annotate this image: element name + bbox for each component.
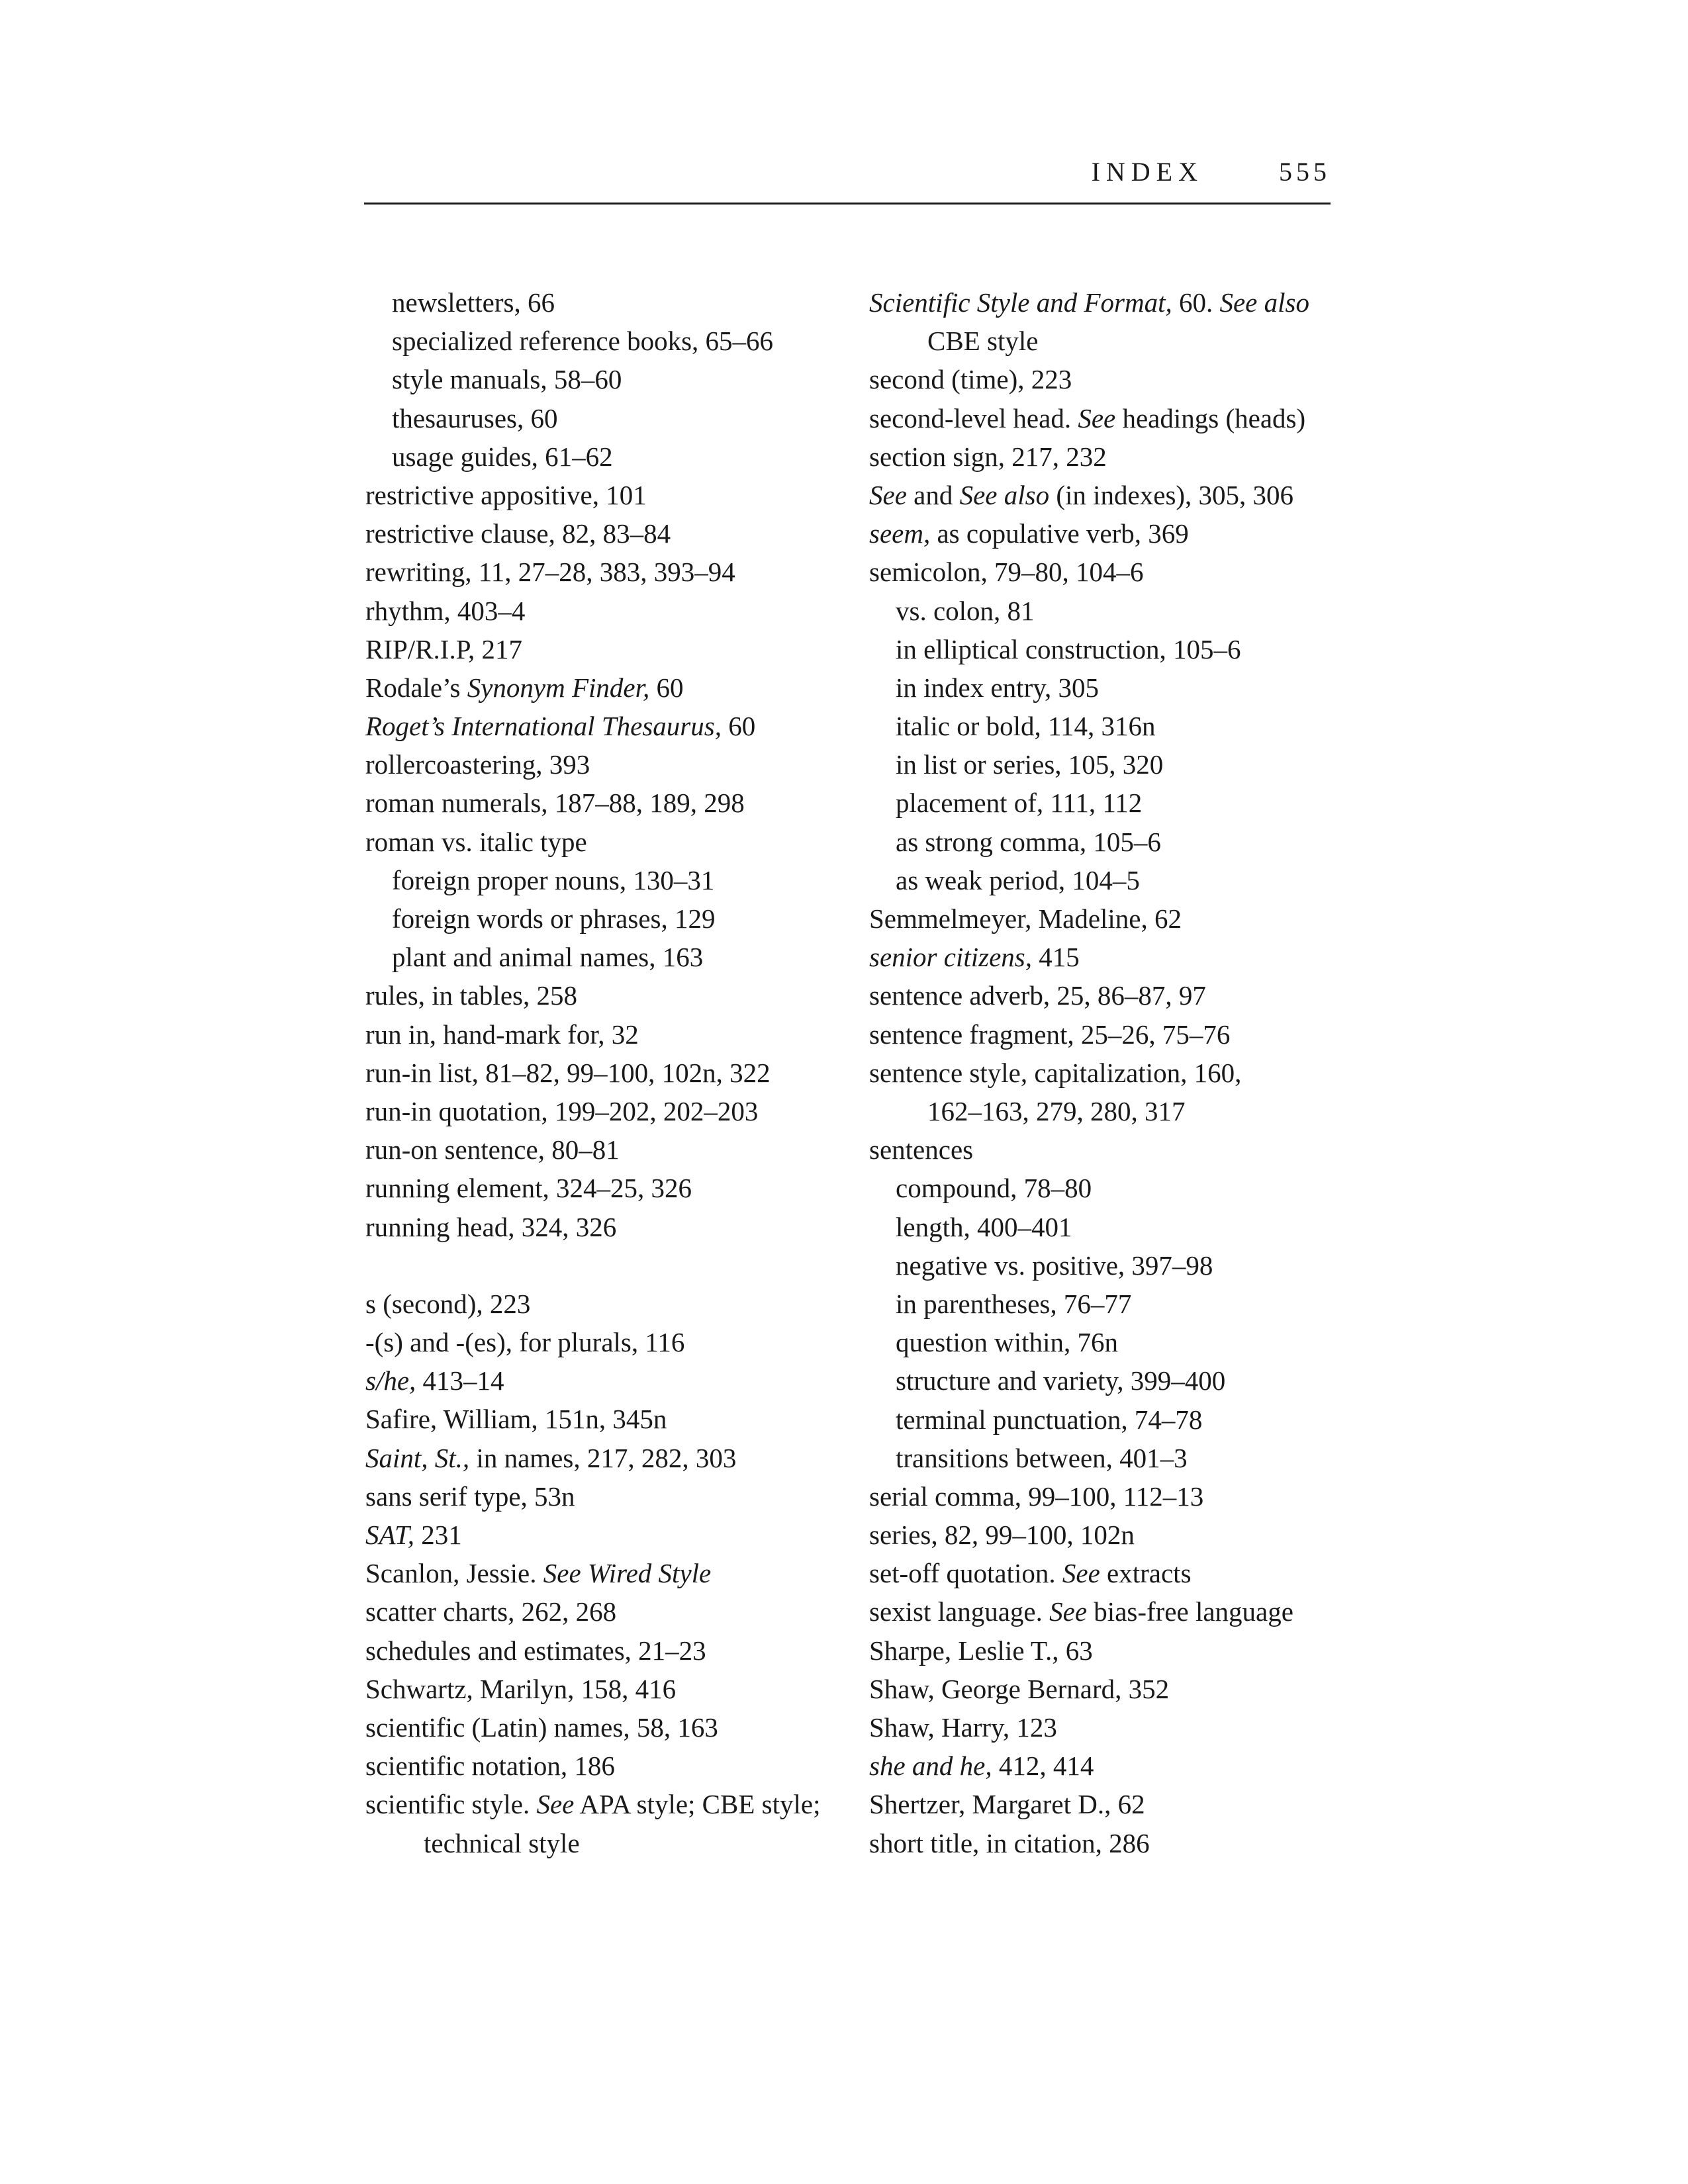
index-subentry	[869, 707, 1333, 745]
index-subentry	[869, 1361, 1333, 1400]
entry-italic-text: See also	[1219, 287, 1309, 318]
entry-italic-text: See	[1049, 1596, 1088, 1627]
index-subentry	[869, 784, 1333, 822]
index-entry	[869, 437, 1333, 476]
entry-text: sentences	[869, 1134, 974, 1165]
entry-text: Safire, William, 151n, 345n	[365, 1404, 667, 1435]
index-entry	[365, 1130, 855, 1169]
index-entry	[869, 399, 1333, 437]
entry-text: scientific notation, 186	[365, 1751, 615, 1782]
entry-italic-text: s/he,	[365, 1365, 416, 1396]
index-entry	[869, 1477, 1333, 1516]
entry-italic-text: See	[536, 1789, 575, 1820]
entry-text: Scanlon, Jessie.	[365, 1558, 543, 1589]
letter-group-separator	[365, 1246, 855, 1285]
entry-text: 412, 414	[992, 1751, 1094, 1782]
entry-text: placement of, 111, 112	[896, 788, 1143, 819]
index-subentry	[869, 592, 1333, 630]
entry-text: and	[906, 479, 960, 510]
index-subentry	[869, 1246, 1333, 1285]
index-entry	[869, 938, 1333, 976]
index-entry	[365, 1208, 855, 1246]
entry-text: scientific (Latin) names, 58, 163	[365, 1711, 718, 1743]
index-entry	[365, 1554, 855, 1592]
entry-text: s (second), 223	[365, 1288, 531, 1319]
running-head	[364, 156, 1331, 205]
index-subentry	[869, 1439, 1333, 1477]
entry-text: in elliptical construction, 105–6	[896, 633, 1241, 664]
entry-text: Rodale’s	[365, 672, 467, 703]
index-entry	[365, 1516, 855, 1554]
index-entry	[365, 976, 855, 1015]
entry-text: foreign proper nouns, 130–31	[392, 864, 715, 895]
entry-text: 162–163, 279, 280, 317	[927, 1095, 1186, 1126]
index-entry	[869, 476, 1333, 514]
entry-text: length, 400–401	[896, 1211, 1072, 1242]
entry-text: negative vs. positive, 397–98	[896, 1250, 1213, 1281]
entry-text: short title, in citation, 286	[869, 1827, 1150, 1858]
entry-text: 413–14	[416, 1365, 504, 1396]
index-entry	[365, 1785, 855, 1862]
entry-text: in index entry, 305	[896, 672, 1100, 703]
entry-text: sans serif type, 53n	[365, 1480, 575, 1512]
entry-text: second-level head.	[869, 402, 1078, 433]
index-entry	[365, 1670, 855, 1708]
entry-text: italic or bold, 114, 316n	[896, 711, 1156, 742]
index-entry	[365, 1323, 855, 1361]
entry-text: rewriting, 11, 27–28, 383, 393–94	[365, 557, 735, 588]
entry-text: rules, in tables, 258	[365, 980, 577, 1011]
index-entry	[869, 1554, 1333, 1592]
index-entry	[869, 1708, 1333, 1747]
entry-text: as weak period, 104–5	[896, 864, 1140, 895]
entry-text: sentence adverb, 25, 86–87, 97	[869, 980, 1206, 1011]
entry-text: sentence style, capitalization, 160,	[869, 1057, 1242, 1088]
index-entry	[869, 1747, 1333, 1785]
running-head-label: INDEX	[1091, 157, 1203, 187]
entry-text: Schwartz, Marilyn, 158, 416	[365, 1673, 677, 1704]
index-subentry	[869, 630, 1333, 668]
entry-text: rollercoastering, 393	[365, 749, 590, 780]
entry-text: transitions between, 401–3	[896, 1442, 1188, 1473]
entry-italic-text: See	[1062, 1558, 1100, 1589]
entry-text: structure and variety, 399–400	[896, 1365, 1226, 1396]
entry-text: 415	[1031, 942, 1080, 973]
index-entry	[365, 1054, 855, 1092]
entry-text: restrictive appositive, 101	[365, 479, 647, 510]
entry-text: -(s) and -(es), for plurals, 116	[365, 1327, 685, 1358]
entry-text: extracts	[1100, 1558, 1192, 1589]
entry-text: 231	[414, 1520, 462, 1550]
entry-text: Shaw, Harry, 123	[869, 1712, 1057, 1743]
entry-text: scientific style.	[365, 1789, 537, 1820]
index-column-left	[365, 283, 855, 1862]
index-entry	[869, 1054, 1333, 1130]
entry-text: rhythm, 403–4	[365, 595, 526, 626]
index-entry	[365, 514, 855, 553]
entry-text: Semmelmeyer, Madeline, 62	[869, 903, 1182, 934]
entry-text: roman numerals, 187–88, 189, 298	[365, 788, 745, 819]
index-subentry	[869, 1323, 1333, 1361]
entry-text: semicolon, 79–80, 104–6	[869, 557, 1144, 588]
index-entry	[365, 668, 855, 707]
entry-text: Shaw, George Bernard, 352	[869, 1673, 1170, 1704]
entry-text: newsletters, 66	[392, 287, 555, 318]
index-subentry	[365, 322, 855, 360]
entry-italic-text: Scientific Style and Format,	[869, 287, 1172, 318]
entry-text: in parentheses, 76–77	[896, 1288, 1132, 1319]
index-entry	[869, 553, 1333, 591]
entry-text: running element, 324–25, 326	[365, 1173, 692, 1204]
entry-text: APA style; CBE style;	[574, 1789, 821, 1820]
index-entry	[869, 1015, 1333, 1054]
index-entry	[869, 1670, 1333, 1708]
entry-text: as copulative verb, 369	[930, 518, 1189, 549]
entry-text: roman vs. italic type	[365, 826, 587, 857]
entry-text: run-in quotation, 199–202, 202–203	[365, 1095, 759, 1126]
entry-text: compound, 78–80	[896, 1173, 1092, 1204]
entry-text: schedules and estimates, 21–23	[365, 1635, 706, 1666]
entry-text: usage guides, 61–62	[392, 441, 613, 472]
entry-text: series, 82, 99–100, 102n	[869, 1520, 1135, 1551]
entry-italic-text: seem,	[869, 518, 931, 549]
entry-italic-text: she and he,	[869, 1751, 992, 1782]
entry-text: thesauruses, 60	[392, 402, 558, 433]
entry-text: sexist language.	[869, 1596, 1050, 1627]
entry-text: serial comma, 99–100, 112–13	[869, 1480, 1204, 1512]
entry-italic-text: See	[1078, 402, 1116, 433]
entry-text: in names, 217, 282, 303	[469, 1442, 737, 1473]
entry-italic-text: Synonym Finder,	[467, 672, 650, 703]
index-subentry	[365, 938, 855, 976]
index-entry	[365, 1631, 855, 1670]
entry-text: CBE style	[927, 326, 1039, 357]
index-entry	[365, 553, 855, 591]
entry-text: technical style	[424, 1827, 580, 1858]
entry-text: scatter charts, 262, 268	[365, 1596, 617, 1627]
index-subentry	[869, 668, 1333, 707]
entry-text: set-off quotation.	[869, 1558, 1062, 1589]
index-column-right	[869, 283, 1333, 1862]
entry-text: style manuals, 58–60	[392, 364, 622, 395]
entry-text: 60.	[1172, 287, 1220, 318]
entry-text: question within, 76n	[896, 1327, 1118, 1358]
entry-text: run-on sentence, 80–81	[365, 1134, 620, 1165]
index-entry	[365, 707, 855, 745]
index-entry	[365, 784, 855, 822]
index-subentry	[365, 283, 855, 322]
entry-text: foreign words or phrases, 129	[392, 903, 716, 934]
entry-text: (in indexes), 305, 306	[1049, 479, 1294, 510]
index-entry	[365, 1285, 855, 1323]
index-entry	[365, 823, 855, 861]
entry-text: terminal punctuation, 74–78	[896, 1404, 1203, 1435]
entry-text: run-in list, 81–82, 99–100, 102n, 322	[365, 1057, 771, 1088]
index-entry	[869, 899, 1333, 938]
entry-text: restrictive clause, 82, 83–84	[365, 518, 671, 549]
index-entry	[869, 1824, 1333, 1862]
index-entry	[365, 630, 855, 668]
index-entry	[869, 976, 1333, 1015]
entry-text: bias-free language	[1087, 1596, 1293, 1627]
index-entry	[365, 592, 855, 630]
entry-text: sentence fragment, 25–26, 75–76	[869, 1019, 1231, 1050]
index-subentry	[869, 1208, 1333, 1246]
index-subentry	[869, 1169, 1333, 1207]
index-entry	[869, 1785, 1333, 1823]
index-entry	[365, 1092, 855, 1130]
index-entry	[869, 360, 1333, 398]
index-subentry	[365, 437, 855, 476]
entry-italic-text: senior citizens,	[869, 942, 1032, 973]
entry-text: 60	[721, 711, 756, 742]
entry-text: vs. colon, 81	[896, 595, 1035, 626]
entry-italic-text: Saint, St.,	[365, 1442, 470, 1473]
entry-text: Shertzer, Margaret D., 62	[869, 1789, 1145, 1820]
entry-continuation	[365, 1824, 855, 1862]
index-entry	[869, 1592, 1333, 1631]
index-entry	[869, 1631, 1333, 1670]
index-entry	[365, 1477, 855, 1516]
index-subentry	[869, 861, 1333, 899]
entry-text: second (time), 223	[869, 364, 1072, 395]
index-entry	[869, 1130, 1333, 1169]
index-entry	[365, 1015, 855, 1054]
index-entry	[869, 283, 1333, 360]
entry-italic-text: See also	[959, 479, 1050, 510]
index-entry	[365, 1592, 855, 1631]
entry-text: RIP/R.I.P, 217	[365, 633, 522, 664]
index-subentry	[869, 823, 1333, 861]
entry-italic-text: SAT,	[365, 1520, 415, 1550]
index-subentry	[869, 745, 1333, 784]
entry-text: as strong comma, 105–6	[896, 826, 1161, 857]
entry-text: in list or series, 105, 320	[896, 749, 1164, 780]
index-entry	[365, 1708, 855, 1747]
index-subentry	[365, 861, 855, 899]
entry-text: headings (heads)	[1115, 402, 1306, 433]
index-entry	[365, 1747, 855, 1785]
index-subentry	[365, 360, 855, 398]
index-entry	[365, 1361, 855, 1400]
entry-text: running head, 324, 326	[365, 1211, 617, 1242]
entry-text: 60	[649, 672, 684, 703]
index-entry	[365, 1400, 855, 1438]
index-subentry	[869, 1400, 1333, 1439]
entry-continuation	[869, 322, 1333, 360]
index-entry	[365, 1169, 855, 1207]
page-number: 555	[1279, 157, 1331, 187]
index-entry	[869, 514, 1333, 553]
entry-italic-text: See	[869, 479, 907, 510]
entry-text: run in, hand-mark for, 32	[365, 1019, 639, 1050]
entry-italic-text: See Wired Style	[543, 1558, 712, 1589]
index-subentry	[365, 899, 855, 938]
entry-text: specialized reference books, 65–66	[392, 326, 774, 357]
index-entry	[869, 1516, 1333, 1554]
index-subentry	[869, 1285, 1333, 1323]
entry-text: Sharpe, Leslie T., 63	[869, 1635, 1093, 1666]
index-entry	[365, 1439, 855, 1477]
entry-italic-text: Roget’s International Thesaurus,	[365, 711, 722, 742]
entry-text: section sign, 217, 232	[869, 441, 1107, 472]
index-subentry	[365, 399, 855, 437]
entry-text: plant and animal names, 163	[392, 942, 704, 973]
index-entry	[365, 476, 855, 514]
entry-continuation	[869, 1092, 1333, 1130]
index-entry	[365, 745, 855, 784]
